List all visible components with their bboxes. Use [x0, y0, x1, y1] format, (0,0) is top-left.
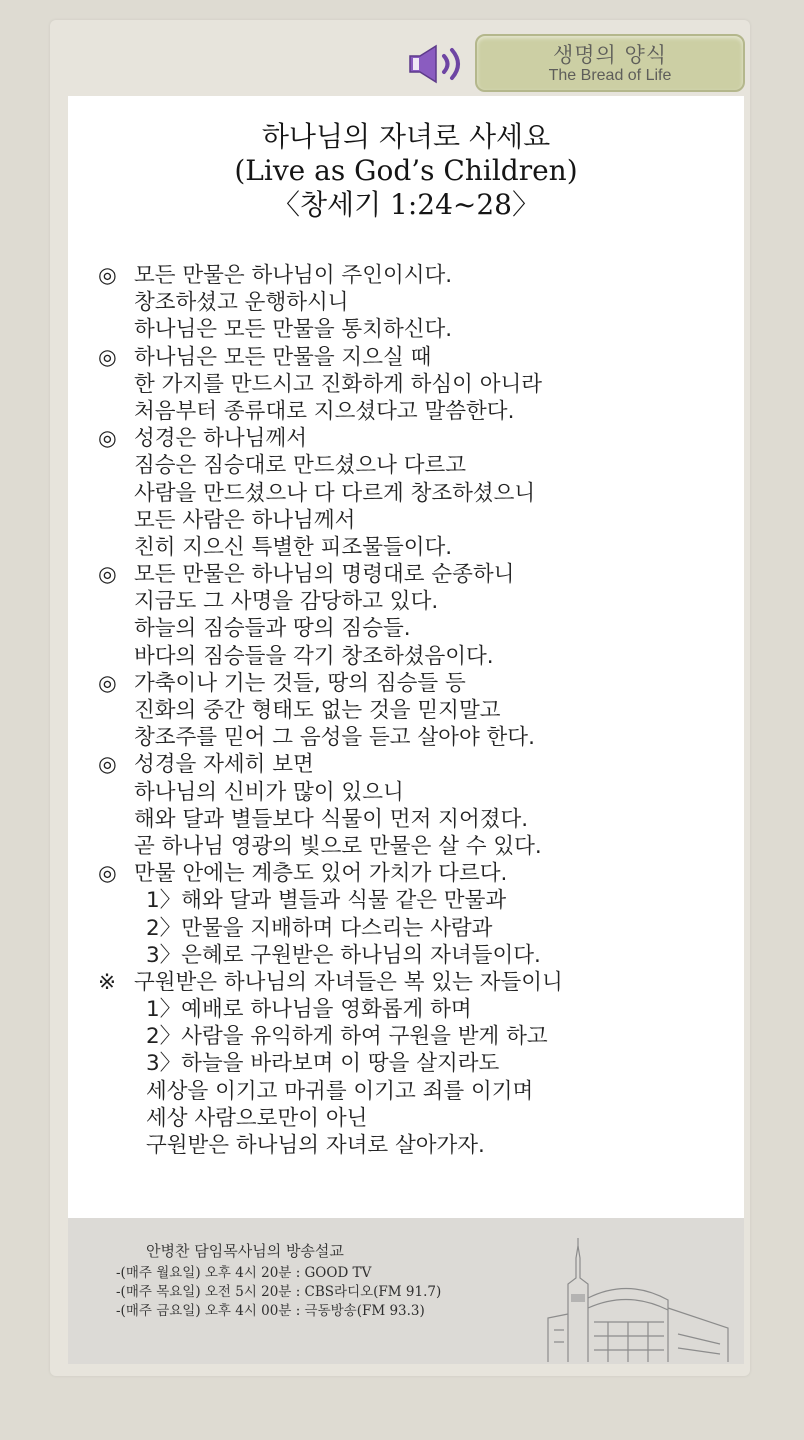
sermon-line — [98, 344, 738, 371]
sermon-line — [98, 1078, 738, 1105]
sermon-line-text: 성경을 자세히 보면 — [134, 752, 314, 778]
sermon-line-text: 세상 사람으로만이 아닌 — [146, 1105, 368, 1131]
sermon-line-text: 지금도 그 사명을 감당하고 있다. — [134, 589, 439, 615]
bullet-mark: ◎ — [98, 752, 117, 778]
sermon-line-text: 창조주를 믿어 그 음성을 듣고 살아야 한다. — [134, 725, 535, 751]
schedule-item: -(매주 목요일) 오전 5시 20분 : CBS라디오(FM 91.7) — [116, 1284, 442, 1300]
sermon-titles — [68, 120, 744, 222]
sermon-line-text: 모든 사람은 하나님께서 — [134, 507, 356, 533]
sermon-line-text: 모든 만물은 하나님의 명령대로 순종하니 — [134, 562, 515, 588]
schedule-item: -(매주 금요일) 오후 4시 00분 : 극동방송(FM 93.3) — [116, 1303, 425, 1319]
sermon-line — [98, 262, 738, 289]
sermon-line — [98, 643, 738, 670]
brand-title-ko: 생명의 양식 — [552, 43, 668, 67]
bullet-mark: ◎ — [98, 861, 117, 887]
sermon-line-text: 3〉은혜로 구원받은 하나님의 자녀들이다. — [146, 942, 541, 968]
sermon-line-text: 구원받은 하나님의 자녀로 살아가자. — [146, 1133, 485, 1158]
sermon-line — [98, 316, 738, 343]
broadcast-footer — [68, 1218, 744, 1364]
sermon-line — [98, 1023, 738, 1050]
sermon-line-text: 곧 하나님 영광의 빛으로 만물은 살 수 있다. — [134, 833, 542, 859]
sermon-line-text: 세상을 이기고 마귀를 이기고 죄를 이기며 — [146, 1078, 534, 1104]
sermon-line — [98, 289, 738, 316]
sermon-line — [98, 670, 738, 697]
sermon-line — [98, 887, 738, 914]
sermon-line-text: 가축이나 기는 것들, 땅의 짐승들 등 — [134, 670, 466, 696]
sermon-line-text: 3〉하늘을 바라보며 이 땅을 살지라도 — [146, 1051, 500, 1077]
sermon-line-text: 사람을 만드셨으나 다 다르게 창조하셨으니 — [134, 480, 536, 506]
sermon-line — [98, 724, 738, 751]
sermon-line — [98, 806, 738, 833]
sermon-line-text: 모든 만물은 하나님이 주인이시다. — [134, 263, 453, 288]
bullet-mark: ◎ — [98, 670, 117, 696]
sermon-line-text: 해와 달과 별들보다 식물이 먼저 지어졌다. — [134, 806, 529, 832]
sermon-line-text: 만물 안에는 계층도 있어 가치가 다르다. — [134, 861, 508, 887]
sermon-line — [98, 1050, 738, 1077]
sermon-line — [98, 507, 738, 534]
sermon-line — [98, 615, 738, 642]
sermon-line — [98, 915, 738, 942]
speaker-icon[interactable] — [406, 42, 470, 86]
sermon-line-text: 성경은 하나님께서 — [134, 426, 307, 452]
bullet-mark: ◎ — [98, 344, 117, 370]
sermon-line-text: 2〉만물을 지배하며 다스리는 사람과 — [146, 915, 493, 941]
sermon-line — [98, 534, 738, 561]
sermon-line — [98, 996, 738, 1023]
sermon-line — [98, 480, 738, 507]
sermon-line-text: 한 가지를 만드시고 진화하게 하심이 아니라 — [134, 371, 543, 397]
sermon-line — [98, 1105, 738, 1132]
sermon-line — [98, 1132, 738, 1159]
brand-title-en: The Bread of Life — [548, 67, 672, 84]
sermon-line — [98, 942, 738, 969]
broadcast-schedule — [116, 1264, 441, 1321]
sermon-line-text: 진화의 중간 형태도 없는 것을 믿지말고 — [134, 698, 501, 723]
sermon-line-text: 하나님의 신비가 많이 있으니 — [134, 779, 404, 805]
church-building-icon — [538, 1238, 738, 1362]
sermon-line-text: 짐승은 짐승대로 만드셨으나 다르고 — [134, 453, 467, 479]
sermon-line-text: 1〉해와 달과 별들과 식물 같은 만물과 — [146, 888, 507, 914]
sermon-title-en: (Live as God’s Children) — [234, 154, 578, 187]
sermon-line — [98, 425, 738, 452]
brand-badge — [475, 34, 745, 92]
bullet-mark: ◎ — [98, 263, 117, 288]
sermon-line-text: 하나님은 모든 만물을 통치하신다. — [134, 317, 453, 343]
sermon-title-ko: 하나님의 자녀로 사세요 — [261, 120, 551, 153]
sermon-line-text: 2〉사람을 유익하게 하여 구원을 받게 하고 — [146, 1024, 548, 1050]
sermon-line — [98, 779, 738, 806]
bullet-mark: ◎ — [98, 562, 117, 588]
sermon-line-text: 창조하셨고 운행하시니 — [134, 290, 349, 316]
sermon-line — [98, 833, 738, 860]
bullet-mark: ※ — [98, 969, 117, 995]
sermon-line — [98, 860, 738, 887]
sermon-line-text: 바다의 짐승들을 각기 창조하셨음이다. — [134, 643, 494, 669]
sermon-line-text: 처음부터 종류대로 지으셨다고 말씀한다. — [134, 398, 515, 424]
scripture-reference: 〈창세기 1:24~28〉 — [271, 188, 540, 221]
bullet-mark: ◎ — [98, 426, 117, 452]
sermon-body — [98, 262, 738, 1159]
schedule-item: -(매주 월요일) 오후 4시 20분 : GOOD TV — [116, 1265, 372, 1281]
sermon-line-text: 구원받은 하나님의 자녀들은 복 있는 자들이니 — [134, 969, 563, 995]
sermon-sheet — [68, 96, 744, 1218]
sermon-line — [98, 588, 738, 615]
sermon-line — [98, 697, 738, 724]
sermon-line — [98, 398, 738, 425]
sermon-line — [98, 561, 738, 588]
sermon-line-text: 하나님은 모든 만물을 지으실 때 — [134, 344, 432, 370]
sermon-line-text: 1〉예배로 하나님을 영화롭게 하며 — [146, 997, 472, 1023]
sermon-line-text: 하늘의 짐승들과 땅의 짐승들. — [134, 616, 411, 642]
sermon-line — [98, 969, 738, 996]
sermon-line-text: 친히 지으신 특별한 피조물들이다. — [134, 534, 453, 560]
sermon-line — [98, 751, 738, 778]
sermon-line — [98, 371, 738, 398]
sermon-line — [98, 452, 738, 479]
broadcast-heading: 안병찬 담임목사님의 방송설교 — [146, 1242, 344, 1260]
